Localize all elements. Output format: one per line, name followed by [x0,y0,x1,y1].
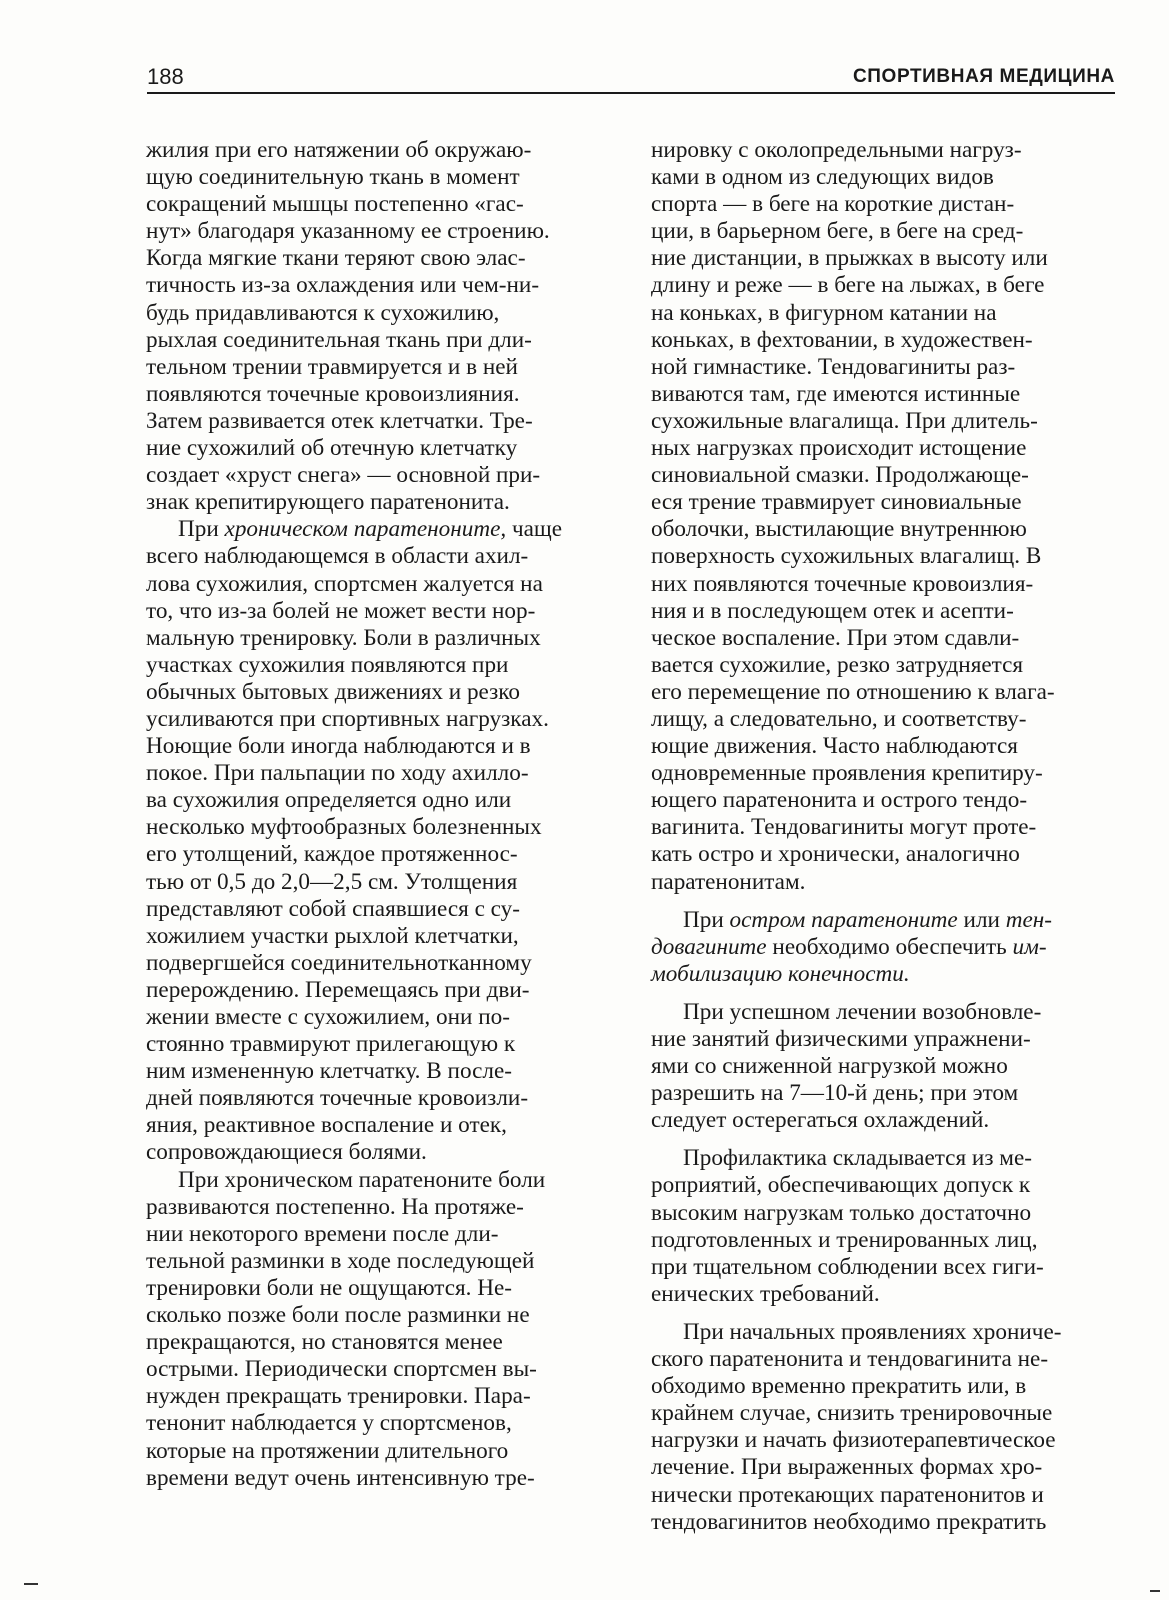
text-line: нировку с околопредельными нагруз- [651,137,1022,163]
text-line: всего наблюдающемся в области ахил- [146,543,529,570]
text-line: нически протекающих паратенонитов и [651,1481,1044,1508]
text-line: то, что из-за болей не может вести нор- [146,597,536,624]
text-line: ческое воспаление. При этом сдавли- [651,624,1020,651]
text-line: прекращаются, но становятся менее [146,1329,503,1356]
text-line: поверхность сухожильных влагалищ. В [651,543,1042,570]
text-line: ним измененную клетчатку. В после- [146,1058,512,1085]
text-line: Затем развивается отек клетчатки. Тре- [146,407,533,434]
text-line: Когда мягкие ткани теряют свою элас- [146,245,526,272]
text-line: тичность из-за охлаждения или чем-ни- [146,272,540,299]
text-line: ского паратенонита и тендовагинита не- [651,1346,1049,1373]
text-line: тендовагинитов необходимо прекратить [651,1508,1047,1535]
text-line: сопровождающиеся болями. [146,1139,427,1166]
running-title: СПОРТИВНАЯ МЕДИЦИНА [852,66,1115,87]
text-line: паратенонитам. [651,868,806,895]
text-line: тенонит наблюдается у спортсменов, [146,1410,512,1437]
text-line: представляют собой спаявшиеся с су- [146,895,520,922]
text-line: них появляются точечные кровоизлия- [651,570,1034,597]
paragraph-gap [651,1134,1104,1145]
text-line: роприятий, обеспечивающих допуск к [651,1172,1031,1199]
text-line: ние занятий физическими упражнени- [651,1026,1031,1052]
text-line: длину и реже — в беге на лыжах, в беге [651,272,1045,299]
text-line: Профилактика складывается из ме- [683,1145,1032,1172]
paragraph-gap [651,896,1104,907]
text-line: При начальных проявлениях хрониче- [683,1318,1062,1345]
text-line-italic [651,907,1104,934]
text-line: разрешить на 7—10-й день; при этом [651,1080,1019,1107]
text-line: на коньках, в фигурном катании на [651,299,997,326]
text-line: обходимо временно прекратить или, в [651,1373,1027,1400]
text-line: ющего паратенонита и острого тендо- [651,787,1028,814]
text-line: будь придавливаются к сухожилию, [146,299,500,326]
paragraph-gap [651,988,1104,999]
page-header [147,60,1115,94]
text-line: ва сухожилия определяется одно или [146,787,512,814]
italic-term: остром паратеноните [729,906,958,933]
text-line: нии некоторого времени после дли- [146,1220,499,1247]
text-line: стоянно травмируют прилегающую к [146,1031,516,1058]
text-line: участках сухожилия появляются при [146,651,509,678]
text-line: ющие движения. Часто наблюдаются [651,733,1018,760]
text-line-italic [651,961,1104,988]
text-line: ции, в барьерном беге, в беге на сред- [651,218,1024,245]
text-line: ной гимнастике. Тендовагиниты раз- [651,353,1016,380]
text-line: синовиальной смазки. Продолжающе- [651,462,1029,489]
text-line: одновременные проявления крепитиру- [651,760,1043,787]
text-line: лищу, а следовательно, и соответству- [651,705,1027,732]
text-run: При [178,516,225,543]
paragraph-gap [651,1308,1104,1319]
text-line: подвергшейся соединительнотканному [146,949,532,976]
text-line: мальную тренировку. Боли в различных [146,624,541,651]
text-line: перерождению. Перемещаясь при дви- [146,976,530,1003]
left-column [146,137,599,1492]
italic-term: довагините [651,933,767,960]
text-line: вагинита. Тендовагиниты могут проте- [651,814,1037,841]
text-line: тельном трении травмируется и в ней [146,353,518,380]
text-line: острыми. Периодически спортсмен вы- [146,1356,537,1383]
text-line: появляются точечные кровоизлияния. [146,380,520,407]
text-line: развиваются постепенно. На протяже- [146,1193,524,1220]
text-line: еся трение травмирует синовиальные [651,489,1022,516]
text-line: При успешном лечении возобновле- [683,998,1042,1025]
text-line: оболочки, выстилающие внутреннюю [651,516,1027,543]
text-line: его перемещение по отношению к влага- [651,678,1055,705]
text-line: создает «хруст снега» — основной при- [146,462,541,489]
text-line: сколько позже боли после разминки не [146,1302,530,1329]
italic-term: тен- [1005,906,1052,933]
text-line: жении вместе с сухожилием, они по- [146,1004,510,1030]
page-number: 188 [147,64,184,89]
text-line: тренировки боли не ощущаются. Не- [146,1274,513,1301]
text-line: жилия при его натяжении об окружаю- [146,137,532,163]
text-line: При хроническом паратеноните боли [178,1166,546,1193]
text-line: подготовленных и тренированных лиц, [651,1226,1038,1253]
text-line: которые на протяжении длительного [146,1437,509,1464]
text-line: виваются там, где имеются истинные [651,380,1021,407]
text-line: покое. При пальпации по ходу ахилло- [146,760,529,787]
text-line: сухожильные влагалища. При длитель- [651,407,1038,434]
text-run: или [957,906,1006,933]
text-line: усиливаются при спортивных нагрузках. [146,705,549,732]
text-line: нагрузки и начать физиотерапевтическое [651,1427,1056,1454]
text-line: ями со сниженной нагрузкой можно [651,1053,1008,1080]
text-line: его утолщений, каждое протяженнос- [146,841,518,868]
text-line: нужден прекращать тренировки. Пара- [146,1383,531,1410]
italic-term: мобилизацию конечности. [651,960,910,987]
text-line: ние сухожилий об отечную клетчатку [146,435,518,462]
text-line: вается сухожилие, резко затрудняется [651,651,1024,678]
text-line: тельной разминки в ходе последующей [146,1247,535,1274]
scan-mark [1150,1590,1160,1592]
text-line: ние дистанции, в прыжках в высоту или [651,245,1048,272]
text-line: яния, реактивное воспаление и отек, [146,1112,507,1139]
italic-term: им- [1012,933,1047,960]
text-line: крайнем случае, снизить тренировочные [651,1400,1053,1427]
text-line: щую соединительную ткань в момент [146,164,520,191]
scan-mark [24,1583,38,1585]
text-line-italic [651,934,1104,961]
text-line: лечение. При выраженных формах хро- [651,1454,1043,1481]
text-line: несколько муфтообразных болезненных [146,814,542,841]
text-line: енических требований. [651,1280,880,1307]
text-line: нут» благодаря указанному ее строению. [146,218,550,245]
text-run: чаще [506,516,563,543]
text-line: спорта — в беге на короткие дистан- [651,191,1015,218]
text-line: тью от 0,5 до 2,0—2,5 см. Утолщения [146,868,518,895]
italic-term: хроническом паратеноните, [224,516,507,543]
text-line: ками в одном из следующих видов [651,164,994,191]
text-line: дней появляются точечные кровоизли- [146,1085,529,1112]
text-line: сокращений мышцы постепенно «гас- [146,191,524,218]
text-line: следует остерегаться охлаждений. [651,1107,990,1134]
text-line: ния и в последующем отек и асепти- [651,597,1014,624]
text-line: Ноющие боли иногда наблюдаются и в [146,733,531,760]
text-line: высоким нагрузкам только достаточно [651,1199,1032,1226]
text-line: при тщательном соблюдении всех гиги- [651,1253,1044,1280]
right-column [651,137,1104,1536]
text-line: кать остро и хронически, аналогично [651,841,1020,868]
text-line: рыхлая соединительная ткань при дли- [146,326,532,353]
text-line-italic [146,516,599,543]
text-line: времени ведут очень интенсивную тре- [146,1464,535,1491]
header-rule [147,92,1115,94]
text-line: лова сухожилия, спортсмен жалуется на [146,570,543,597]
text-line: знак крепитирующего паратенонита. [146,489,510,516]
text-run: При [683,906,730,933]
text-run: необходимо обеспечить [766,933,1013,960]
text-line: ных нагрузках происходит истощение [651,435,1027,462]
text-line: коньках, в фехтовании, в художествен- [651,326,1033,353]
text-line: обычных бытовых движениях и резко [146,678,520,705]
text-line: хожилием участки рыхлой клетчатки, [146,922,519,949]
